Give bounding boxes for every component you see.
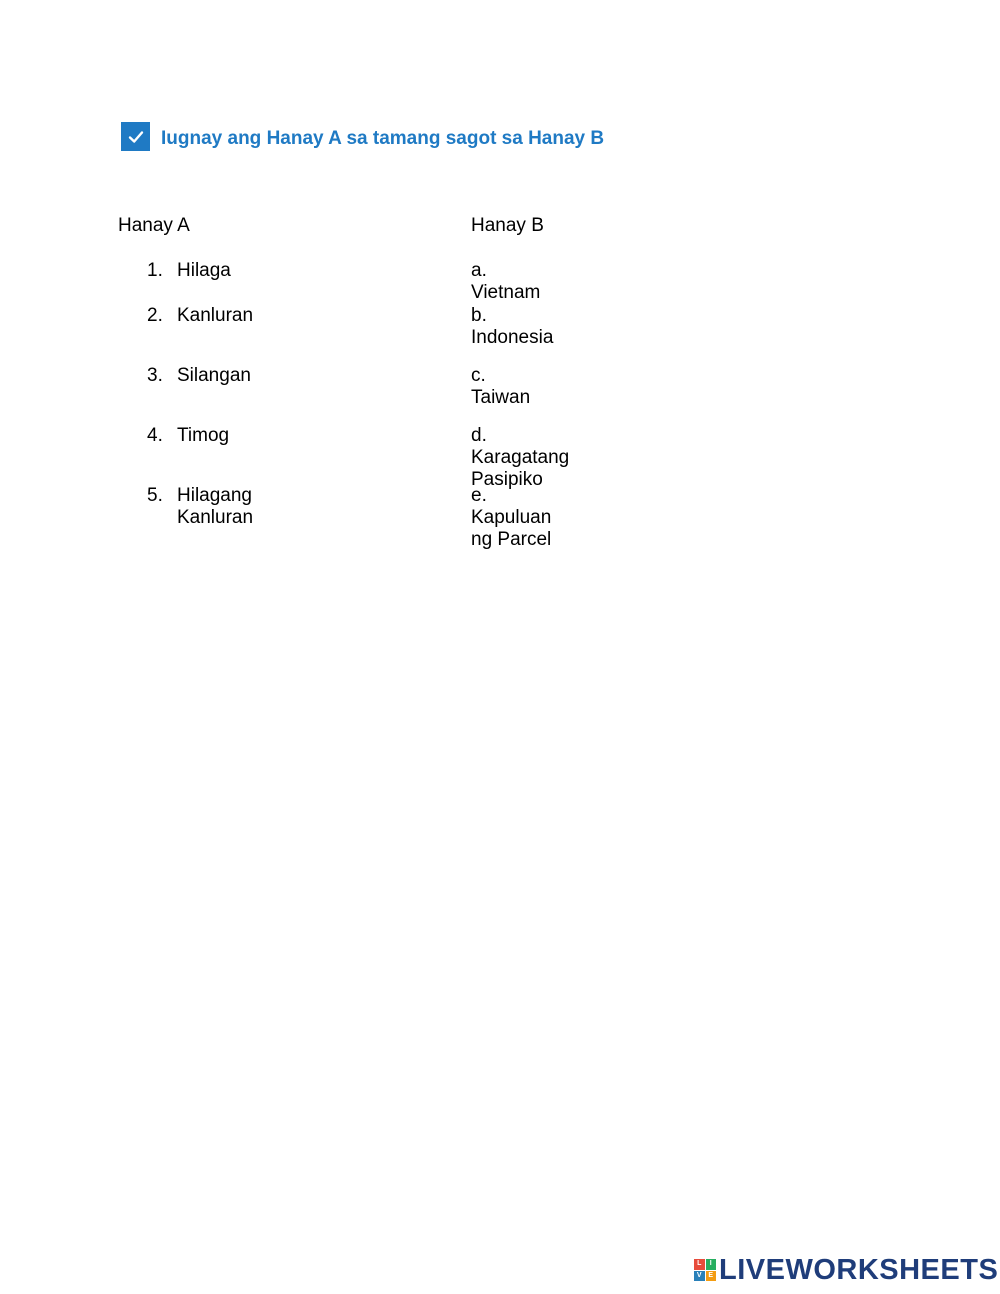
logo-mark-icon xyxy=(694,1259,716,1281)
column-a-item: Hilagang Kanluran xyxy=(177,485,254,528)
item-number: 3. xyxy=(147,365,163,386)
column-b-item: c. Taiwan xyxy=(471,365,531,408)
logo-mark-letter: V xyxy=(694,1271,705,1282)
column-a-item: Silangan xyxy=(177,365,251,386)
instruction-heading xyxy=(121,122,604,151)
logo-mark-letter: L xyxy=(694,1259,705,1270)
checkbox-checked-icon xyxy=(121,122,150,151)
logo-mark-letter: I xyxy=(706,1259,717,1270)
logo-mark-letter: E xyxy=(706,1271,717,1282)
item-number: 5. xyxy=(147,485,163,506)
liveworksheets-logo xyxy=(694,1256,998,1284)
column-a-header: Hanay A xyxy=(118,215,190,236)
column-b-item: a. Vietnam xyxy=(471,260,541,303)
item-number: 4. xyxy=(147,425,163,446)
item-number: 2. xyxy=(147,305,163,326)
column-a-item: Timog xyxy=(177,425,230,446)
column-a-item: Kanluran xyxy=(177,305,254,326)
column-a-item: Hilaga xyxy=(177,260,231,281)
column-b-item: b. Indonesia xyxy=(471,305,554,348)
logo-text: LIVEWORKSHEETS xyxy=(719,1254,999,1286)
item-number: 1. xyxy=(147,260,163,281)
instruction-text: Iugnay ang Hanay A sa tamang sagot sa Hanay B xyxy=(161,127,605,149)
column-b-header: Hanay B xyxy=(471,215,544,236)
column-b-item: d. Karagatang Pasipiko xyxy=(471,425,570,490)
column-b-item: e. Kapuluan ng Parcel xyxy=(471,485,552,550)
